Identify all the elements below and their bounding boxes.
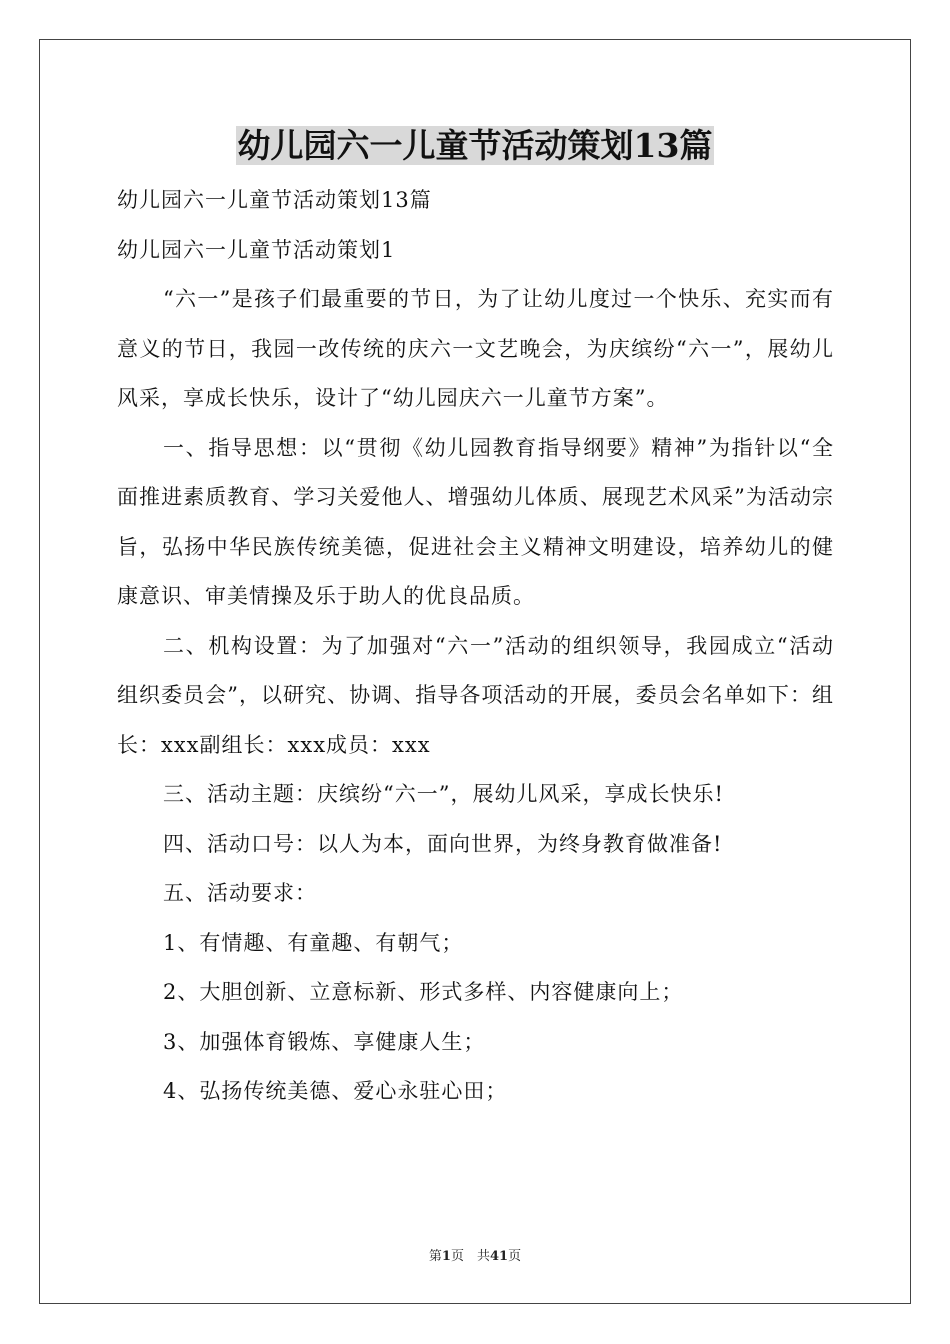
- document-body: [117, 176, 834, 1117]
- footer-prefix: 第: [428, 1249, 442, 1264]
- page-footer: [0, 1248, 950, 1266]
- paragraph-slogan: 四、活动口号：以人为本，面向世界，为终身教育做准备!: [163, 831, 723, 856]
- footer-suffix: 页: [508, 1249, 522, 1264]
- list-item: 2、大胆创新、立意标新、形式多样、内容健康向上；: [163, 980, 684, 1004]
- footer-total-pages: 41: [489, 1249, 509, 1264]
- paragraph-theme: 三、活动主题：庆缤纷“六一”，展幼儿风采，享成长快乐!: [163, 782, 724, 806]
- list-item: 1、有情趣、有童趣、有朝气；: [163, 930, 464, 955]
- paragraph-requirements-heading: 五、活动要求：: [163, 881, 317, 905]
- list-item: 3、加强体育锻炼、享健康人生；: [163, 1029, 486, 1054]
- document-title-text: 幼儿园六一儿童节活动策划13篇: [237, 126, 713, 165]
- section-heading: 幼儿园六一儿童节活动策划1: [117, 237, 396, 262]
- document-title: [0, 122, 950, 170]
- document-subtitle: 幼儿园六一儿童节活动策划13篇: [117, 188, 432, 212]
- footer-mid: 页 共: [450, 1249, 490, 1264]
- paragraph-guiding-thought: 一、指导思想：以“贯彻《幼儿园教育指导纲要》精神”为指针以“全面推进素质教育、学习关爱他人、增强幼儿体质、展现艺术风采”为活动宗旨，弘扬中华民族传统美德，促进社会主义精神文明建设，培养幼儿的健康意识、审美情操及乐于助人的优良品质。: [117, 435, 834, 608]
- paragraph-intro: “六一”是孩子们最重要的节日，为了让幼儿度过一个快乐、充实而有意义的节日，我园一改传统的庆六一文艺晚会，为庆缤纷“六一”，展幼儿风采，享成长快乐，设计了“幼儿园庆六一儿童节方案”。: [117, 287, 834, 410]
- paragraph-organization: 二、机构设置：为了加强对“六一”活动的组织领导，我园成立“活动组织委员会”，以研究、协调、指导各项活动的开展，委员会名单如下：组长：xxx副组长：xxx成员：xxx: [117, 633, 834, 757]
- list-item: 4、弘扬传统美德、爱心永驻心田；: [163, 1079, 508, 1103]
- footer-current-page: 1: [441, 1249, 451, 1264]
